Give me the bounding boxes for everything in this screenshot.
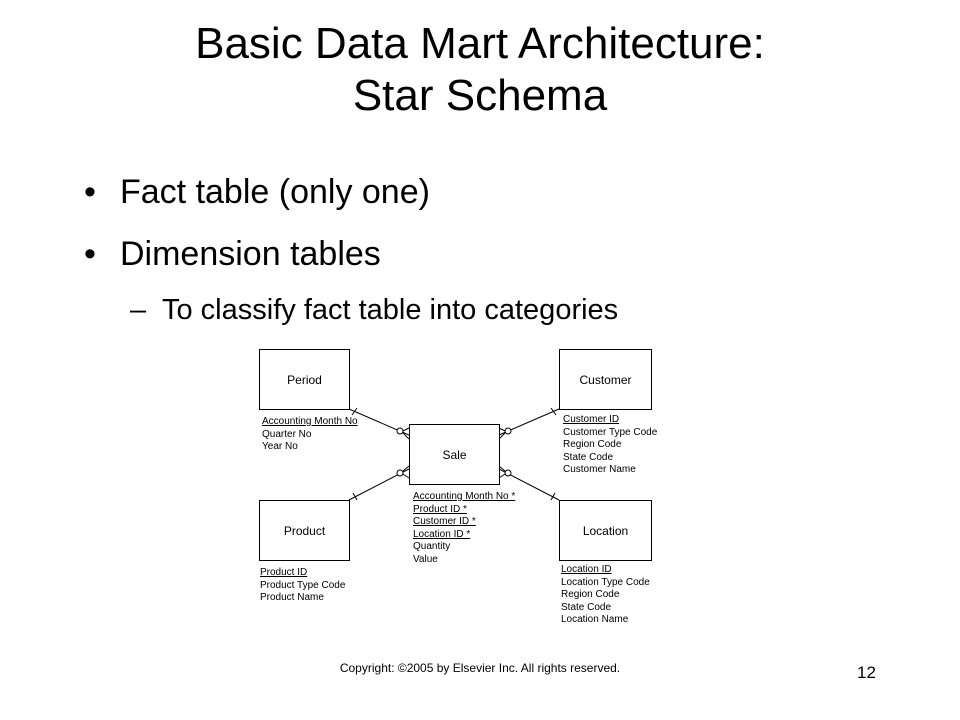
entity-sale-name: Sale — [442, 447, 467, 462]
entity-sale — [409, 424, 500, 485]
entity-product — [259, 500, 350, 561]
attribute-key: Location ID * — [413, 528, 471, 540]
entity-period-name: Period — [287, 372, 322, 387]
bullet-text: Dimension tables — [120, 235, 381, 273]
attribute: Region Code — [563, 439, 622, 451]
attribute: Location Type Code — [561, 576, 650, 588]
sub-bullet-marker: – — [130, 294, 147, 326]
entity-location — [559, 500, 652, 561]
entity-product-name: Product — [283, 523, 326, 538]
attribute: Value — [413, 553, 438, 565]
entity-period-attributes — [262, 416, 358, 454]
attribute: Quarter No — [262, 428, 312, 440]
entity-location-name: Location — [582, 523, 629, 538]
attribute: Customer Type Code — [563, 426, 658, 438]
entity-location-attributes — [561, 564, 650, 627]
attribute: Quantity — [413, 541, 451, 553]
entity-product-attributes — [260, 567, 345, 605]
entity-period — [259, 349, 350, 410]
entity-customer-name: Customer — [579, 372, 632, 387]
attribute: Product Type Code — [260, 579, 346, 591]
copyright-footer: Copyright: ©2005 by Elsevier Inc. All rights reserved. — [339, 661, 621, 675]
entity-customer — [559, 349, 652, 410]
attribute-primary-key: Product ID — [260, 567, 308, 578]
attribute: State Code — [561, 601, 612, 613]
bullet-text: Fact table (only one) — [120, 173, 430, 211]
relationship-optional-circle — [397, 470, 403, 476]
attribute-key: Customer ID * — [413, 516, 476, 528]
slide-title-line-2: Star Schema — [352, 71, 608, 120]
attribute: Location Name — [561, 614, 629, 626]
relationship-optional-circle — [505, 428, 511, 434]
sub-bullet-text: To classify fact table into categories — [162, 294, 619, 326]
entity-customer-attributes — [563, 414, 657, 477]
relationship-optional-circle — [397, 428, 403, 434]
attribute: Customer Name — [563, 464, 636, 476]
bullet-marker: • — [84, 235, 96, 273]
entity-sale-attributes — [413, 491, 515, 567]
slide-title-line-1: Basic Data Mart Architecture: — [195, 19, 765, 68]
page-number: 12 — [857, 663, 876, 682]
attribute-primary-key: Location ID — [561, 564, 612, 575]
relationship-optional-circle — [505, 470, 511, 476]
attribute-key: Product ID * — [413, 503, 467, 515]
attribute: Product Name — [260, 592, 324, 604]
relationship-tick — [352, 408, 357, 415]
attribute: Region Code — [561, 589, 620, 601]
attribute-primary-key: Accounting Month No — [262, 416, 358, 427]
attribute: Year No — [262, 441, 298, 453]
relationship-tick — [551, 408, 556, 415]
attribute: State Code — [563, 451, 614, 463]
bullet-marker: • — [84, 173, 96, 211]
attribute-primary-key: Customer ID — [563, 414, 620, 425]
attribute-key: Accounting Month No * — [413, 491, 516, 502]
